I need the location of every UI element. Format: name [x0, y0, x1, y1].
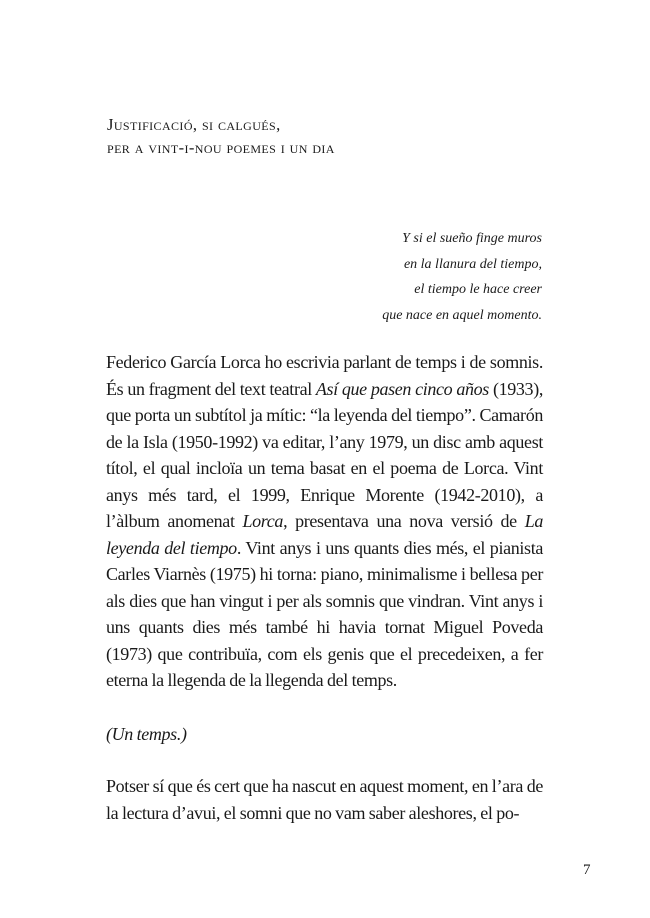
work-title-italic: Así que pasen cinco años	[315, 378, 489, 399]
chapter-title-line-2: per a vint-i-nou poemes i un dia	[107, 138, 335, 157]
song-title-italic: La leyenda del tiempo	[106, 511, 543, 558]
epigraph-line: el tiempo le hace creer	[414, 282, 542, 297]
paragraph-text: Federico García Lorca ho escrivia parlant de temps i de somnis. És un fragment del text teatral	[106, 352, 543, 399]
paragraph-text: , presentava una nova versió de	[283, 511, 525, 531]
chapter-title	[107, 113, 547, 159]
paragraph-text: (1933), que porta un subtítol ja mític: “la leyenda del tiempo”. Camarón de la Isla (1950-1992) va editar, l’any 1979, un disc amb aquest títol, el qual incloïa un tema basat en el poema de Lorca. Vint anys més tard, el 1999, Enrique Morente (1942-2010), a l’àlbum anomenat	[106, 378, 543, 531]
page-number: 7	[583, 862, 591, 878]
epigraph-line: en la llanura del tiempo,	[403, 256, 542, 272]
paragraph-2	[106, 721, 543, 748]
paragraph-3	[106, 773, 543, 826]
paragraph-text: Potser sí que és cert que ha nascut en aquest moment, en l’ara de la lectura d’avui, el somni que no vam saber aleshores, el po-	[106, 776, 543, 823]
chapter-title-line-1: Justificació, si calgués,	[107, 115, 281, 134]
paragraph-1	[106, 349, 543, 694]
album-title-italic: Lorca	[242, 511, 284, 531]
stage-direction: (Un temps.)	[106, 724, 187, 744]
paragraph-text: . Vint anys i uns quants dies més, el pianista Carles Viarnès (1975) hi torna: piano, minimalisme i bellesa per als dies que han vingut i per als somnis que vindran. Vint anys i uns quants dies més també hi havia tornat Miguel Poveda (1973) que contribuïa, com els genis que el precedeixen, a fer eterna la llegenda de la llegenda del temps.	[106, 537, 543, 690]
epigraph-line: que nace en aquel momento.	[382, 307, 542, 323]
epigraph-line: Y si el sueño finge muros	[402, 231, 542, 246]
epigraph	[242, 226, 542, 328]
